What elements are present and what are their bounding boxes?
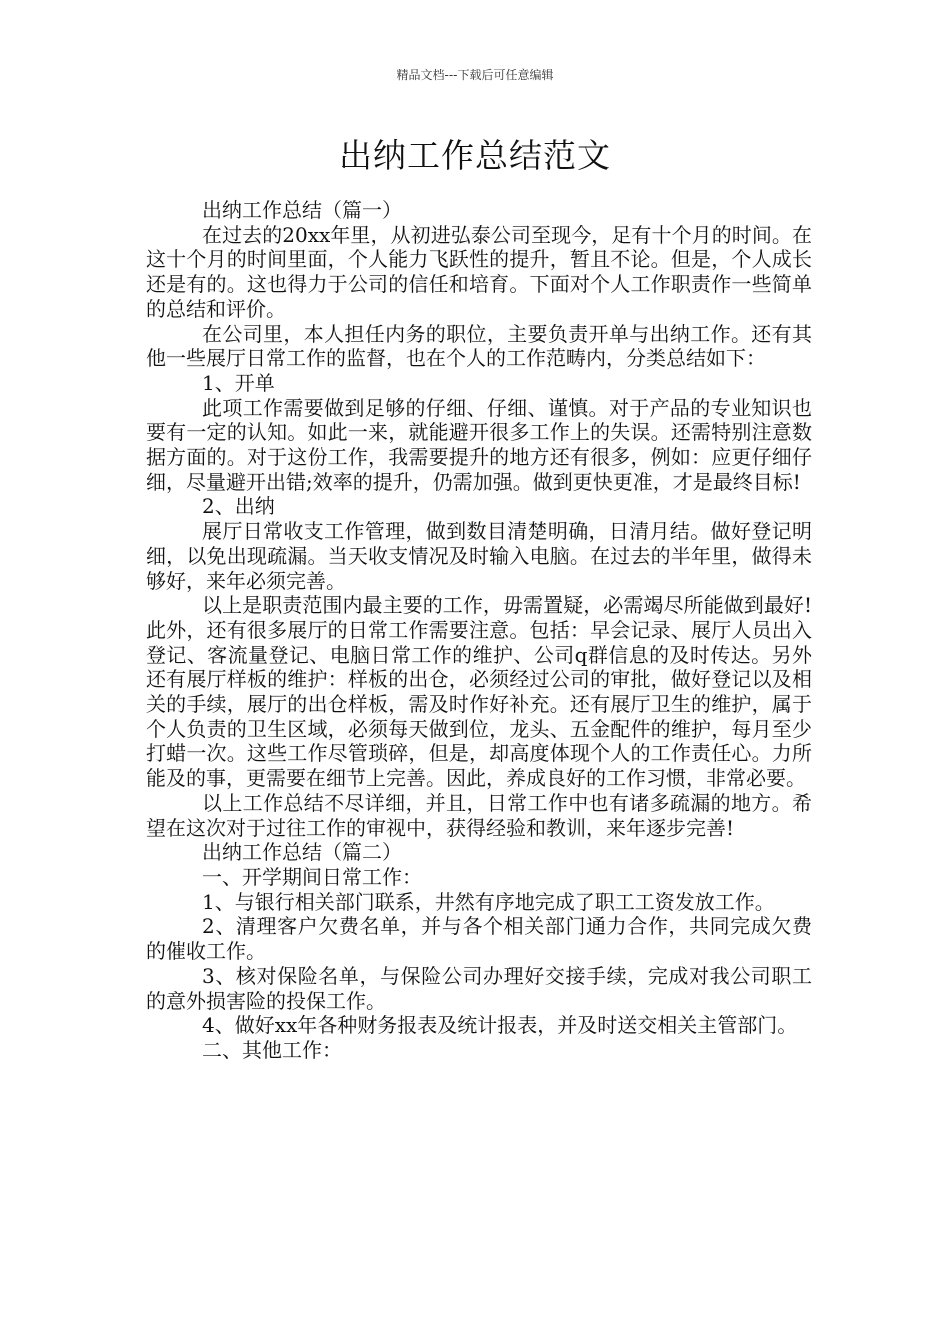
subheading: 2、出纳 [202, 494, 275, 519]
paragraph: 以上工作总结不尽详细，并且，日常工作中也有诸多疏漏的地方。希望在这次对于过往工作的审视中，获得经验和教训，来年逐步完善! [146, 790, 812, 840]
list-item: 1、与银行相关部门联系，井然有序地完成了职工工资发放工作。 [202, 889, 775, 914]
paragraph: 在公司里，本人担任内务的职位，主要负责开单与出纳工作。还有其他一些展厅日常工作的监督，也在个人的工作范畴内，分类总结如下： [146, 321, 812, 371]
document-body [146, 198, 812, 1063]
paragraph: 以上是职责范围内最主要的工作，毋需置疑，必需竭尽所能做到最好!此外，还有很多展厅的日常工作需要注意。包括：早会记录、展厅人员出入登记、客流量登记、电脑日常工作的维护、公司q群信息的及时传达。另外还有展厅样板的维护：样板的出仓，必须经过公司的审批，做好登记以及相关的手续，展厅的出仓样板，需及时作好补充。还有展厅卫生的维护，属于个人负责的卫生区域，必须每天做到位，龙头、五金配件的维护，每月至少打蜡一次。这些工作尽管琐碎，但是，却高度体现个人的工作责任心。力所能及的事，更需要在细节上完善。因此，养成良好的工作习惯，非常必要。 [146, 593, 812, 791]
document-title: 出纳工作总结范文 [339, 136, 611, 175]
paragraph: 展厅日常收支工作管理，做到数目清楚明确，日清月结。做好登记明细，以免出现疏漏。当天收支情况及时输入电脑。在过去的半年里，做得未够好，来年必须完善。 [146, 519, 812, 593]
paragraph: 此项工作需要做到足够的仔细、仔细、谨慎。对于产品的专业知识也要有一定的认知。如此一来，就能避开很多工作上的失误。还需特别注意数据方面的。对于这份工作，我需要提升的地方还有很多，例如：应更仔细仔细，尽量避开出错;效率的提升，仍需加强。做到更快更准，才是最终目标! [146, 395, 812, 494]
subheading: 一、开学期间日常工作： [202, 864, 422, 889]
subheading: 1、开单 [202, 370, 275, 395]
page-header: 精品文档---下载后可任意编辑 [396, 68, 554, 82]
section-heading-1: 出纳工作总结（篇一） [202, 198, 402, 222]
subheading: 二、其他工作： [202, 1037, 342, 1062]
list-item: 2、清理客户欠费名单，并与各个相关部门通力合作，共同完成欠费的催收工作。 [146, 914, 812, 964]
paragraph: 在过去的20xx年里，从初进弘泰公司至现今，足有十个月的时间。在这十个月的时间里面，个人能力飞跃性的提升，暂且不论。但是，个人成长还是有的。这也得力于公司的信任和培育。下面对个人工作职责作一些简单的总结和评价。 [146, 222, 812, 321]
section-heading-2: 出纳工作总结（篇二） [202, 840, 402, 865]
list-item: 4、做好xx年各种财务报表及统计报表，并及时送交相关主管部门。 [202, 1013, 798, 1038]
list-item: 3、核对保险名单，与保险公司办理好交接手续，完成对我公司职工的意外损害险的投保工作。 [146, 963, 812, 1013]
